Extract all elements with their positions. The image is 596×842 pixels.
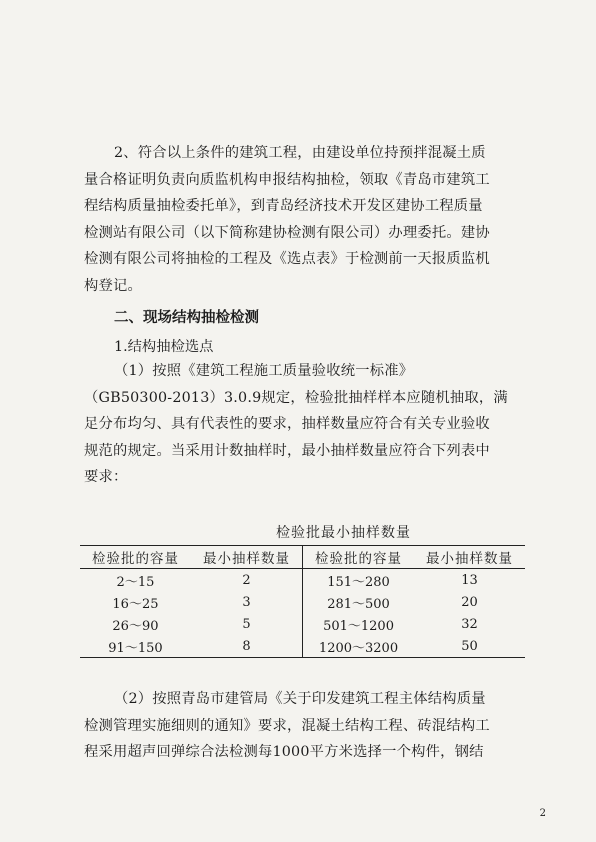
paragraph-conditions	[84, 140, 524, 299]
table-cell: 5	[242, 616, 251, 632]
paragraph-line: （GB50300-2013）3.0.9规定，检验批抽样样本应随机抽取，满	[84, 389, 508, 406]
table-header-cell: 检验批的容量	[80, 546, 191, 569]
table-cell: 26～90	[112, 618, 159, 634]
sampling-table	[80, 545, 525, 658]
table-cell: 501～1200	[302, 613, 414, 635]
table-cell: 16～25	[112, 596, 159, 612]
paragraph-line: 要求：	[84, 469, 128, 485]
paragraph-sampling-standard	[84, 358, 524, 491]
table-cell: 2	[242, 572, 251, 588]
table-cell: 91～150	[80, 635, 191, 658]
table-title: 检验批最小抽样数量	[276, 525, 411, 541]
paragraph-line: （1）按照《建筑工程施工质量验收统一标准》	[114, 363, 414, 379]
paragraph-line: 足分布均匀、具有代表性的要求，抽样数量应符合有关专业验收	[84, 416, 490, 432]
table-cell: 2～15	[116, 574, 155, 590]
page-number: 2	[539, 808, 546, 819]
table-cell: 20	[461, 594, 478, 610]
paragraph-line: 规范的规定。当采用计数抽样时，最小抽样数量应符合下列表中	[84, 442, 490, 459]
table-cell: 32	[461, 616, 478, 632]
paragraph-inspection-rules	[84, 686, 524, 766]
paragraph-line: （2）按照青岛市建管局《关于印发建筑工程主体结构质量	[114, 691, 486, 707]
table-cell: 1200～3200	[302, 635, 414, 658]
table-row	[80, 635, 525, 658]
paragraph-line: 检测管理实施细则的通知》要求，混凝土结构工程、砖混结构工	[84, 717, 490, 734]
table-header-row	[80, 546, 525, 569]
table-row	[80, 591, 525, 613]
table-header-cell: 最小抽样数量	[414, 546, 525, 569]
paragraph-line: 2、符合以上条件的建筑工程，由建设单位持预拌混凝土质	[114, 145, 486, 161]
section-heading: 二、现场结构抽检检测	[114, 310, 259, 326]
table-cell: 151～280	[302, 569, 414, 592]
paragraph-line: 量合格证明负责向质监机构申报结构抽检，领取《青岛市建筑工	[84, 171, 490, 188]
table-cell: 50	[414, 635, 525, 658]
table-cell: 281～500	[302, 591, 414, 613]
paragraph-line: 构登记。	[84, 277, 142, 294]
table-row	[80, 613, 525, 635]
table-header-cell: 检验批的容量	[302, 546, 414, 569]
subsection-heading: 1.结构抽检选点	[114, 339, 214, 355]
table-cell: 8	[191, 635, 303, 658]
table-cell: 13	[461, 572, 478, 588]
table-header-cell: 最小抽样数量	[191, 546, 303, 569]
table-row	[80, 569, 525, 592]
paragraph-line: 检测有限公司将抽检的工程及《选点表》于检测前一天报质监机	[84, 251, 490, 267]
paragraph-line: 检测站有限公司（以下简称建协检测有限公司）办理委托。建协	[84, 224, 490, 241]
paragraph-line: 程结构质量抽检委托单》，到青岛经济技术开发区建协工程质量	[84, 198, 483, 214]
paragraph-line: 程采用超声回弹综合法检测每1000平方米选择一个构件，钢结	[84, 744, 484, 760]
table-cell: 3	[242, 594, 251, 610]
